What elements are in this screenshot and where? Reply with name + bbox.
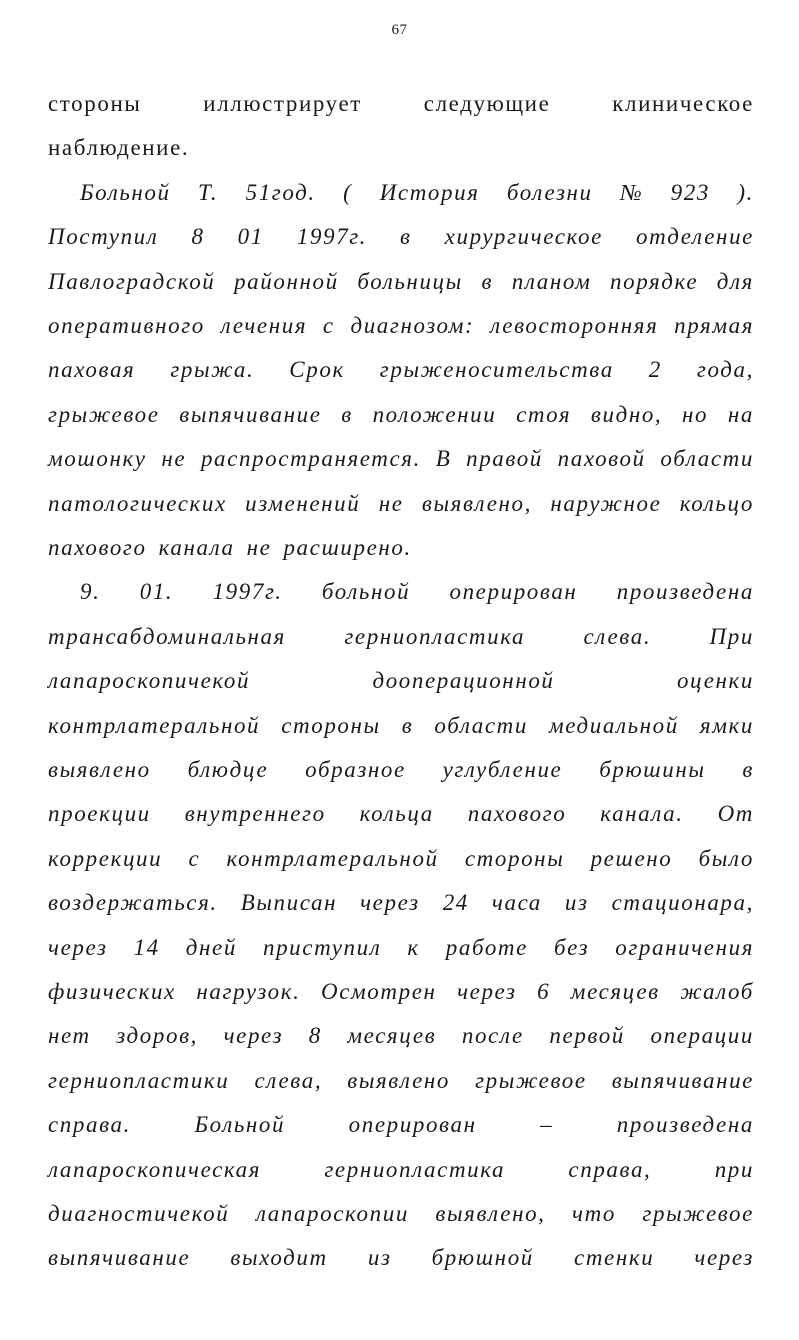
word: 6 (537, 979, 551, 1004)
word: грыжевое (642, 1201, 754, 1226)
text-line (48, 706, 754, 746)
word: 01 (237, 224, 264, 250)
word: пахового (48, 535, 147, 560)
word: 923 (670, 179, 710, 205)
word: стороны (281, 712, 381, 738)
word: грыжа. (170, 357, 255, 383)
word: 01. (139, 579, 174, 605)
word: герниопластика (324, 1156, 506, 1182)
word: выходит (230, 1245, 328, 1271)
word: не (246, 535, 272, 560)
word: Больной (80, 179, 171, 205)
word: Поступил (48, 224, 159, 250)
word: физических (48, 979, 176, 1004)
word: через (360, 890, 420, 916)
word: дооперационной (372, 668, 555, 694)
text-line (48, 1016, 754, 1056)
text-line (48, 839, 754, 879)
word: патологических (48, 490, 227, 516)
word: стоя (516, 401, 572, 427)
word: внутреннего (184, 801, 326, 827)
word: но (682, 401, 709, 427)
word: канала. (600, 801, 684, 827)
word: ( (343, 179, 353, 205)
word: ). (737, 179, 754, 205)
word: кольца (359, 801, 434, 827)
text-line (48, 972, 754, 1012)
word: при (714, 1156, 754, 1182)
word: хирургическое (444, 224, 603, 250)
word: стороны (48, 91, 142, 116)
word: контрлатеральной (226, 845, 439, 871)
word: без (553, 934, 590, 960)
text-line (48, 928, 754, 968)
text-line (48, 1061, 754, 1101)
text-line (48, 794, 754, 834)
word: оперативного (48, 313, 205, 338)
word: болезни (506, 179, 593, 205)
word: выпячивание (179, 401, 322, 427)
word: выявлено (48, 757, 151, 782)
word: пахового (467, 801, 567, 827)
word: работе (445, 934, 528, 960)
word: клиническое (612, 91, 754, 116)
word: жалоб (680, 979, 754, 1004)
word: Срок (289, 357, 345, 383)
word: 8 (191, 224, 205, 250)
word: выявлено (347, 1067, 451, 1093)
word: выпячивание (48, 1245, 191, 1271)
text-line (80, 173, 754, 213)
word: медиальной (549, 712, 679, 738)
word: проекции (48, 801, 151, 827)
word: на (727, 401, 754, 427)
word: В (435, 446, 452, 472)
word: грыжевое (48, 401, 160, 427)
word: нет (48, 1023, 91, 1049)
word: стационара, (611, 890, 754, 916)
word: паховая (48, 357, 136, 383)
word: области (660, 446, 754, 472)
word: блюдце (187, 757, 269, 782)
word: операции (650, 1023, 754, 1049)
word: изменений (245, 490, 361, 516)
word: лапароскопии (255, 1201, 409, 1226)
word: трансабдоминальная (48, 623, 286, 649)
word: порядке (610, 268, 699, 294)
word: для (716, 268, 754, 294)
word: слева. (583, 623, 652, 649)
word: в (341, 401, 353, 427)
word: 51год. (245, 179, 316, 205)
word: Павлоградской (48, 268, 216, 294)
word: паховой (557, 446, 646, 472)
word: произведена (616, 579, 754, 605)
word: положении (372, 401, 497, 427)
word: коррекции (48, 845, 163, 871)
word: решено (590, 845, 673, 871)
word: При (709, 623, 754, 649)
word: через (457, 979, 517, 1004)
word: выявлено, (421, 490, 533, 516)
text-line (48, 484, 754, 524)
word: канала (158, 535, 235, 560)
word: № (620, 179, 644, 205)
word: иллюстрирует (203, 91, 362, 116)
text-line (48, 750, 754, 790)
word: наблюдение. (48, 135, 190, 161)
word: после (461, 1023, 524, 1049)
word: правой (466, 446, 543, 472)
word: Больной (194, 1112, 286, 1138)
text-line (48, 1194, 754, 1234)
word: расширено. (283, 535, 412, 560)
word: оценки (676, 668, 754, 694)
word: лечения (220, 313, 308, 338)
word: 8 (308, 1023, 322, 1049)
word: к (407, 934, 420, 960)
word: из (564, 890, 589, 916)
word: с (188, 845, 201, 871)
word: диагностичекой (48, 1201, 230, 1226)
word: углубление (442, 757, 563, 782)
word: приступил (262, 934, 382, 960)
word: выявлено, (435, 1201, 546, 1226)
word: выпячивание (611, 1067, 754, 1093)
word: ограничения (615, 934, 754, 960)
word: герниопластика (344, 623, 526, 649)
text-line (48, 262, 754, 302)
word: мошонку (48, 446, 147, 472)
word: области (434, 712, 528, 738)
text-line (48, 617, 754, 657)
text-line (48, 528, 754, 568)
word: 24 (442, 890, 469, 916)
word: видно, (590, 401, 663, 427)
word: следующие (423, 91, 551, 116)
text-line (48, 128, 754, 168)
word: грыженосительства (379, 357, 614, 383)
word: месяцев (347, 1023, 437, 1049)
page-number: 67 (391, 22, 408, 38)
word: из (367, 1245, 392, 1271)
word: распространяется. (200, 446, 421, 472)
word: брюшной (431, 1245, 534, 1271)
text-line (48, 439, 754, 479)
word: наружное (550, 490, 662, 516)
word: ямки (699, 712, 754, 738)
word: оперирован (348, 1112, 477, 1138)
word: стороны (464, 845, 565, 871)
word: через (694, 1245, 754, 1271)
text-line (48, 1150, 754, 1190)
word: больницы (357, 268, 463, 294)
word: герниопластики (48, 1067, 230, 1093)
word: стенки (574, 1245, 655, 1271)
word: кольцо (679, 490, 754, 516)
word: контрлатеральной (48, 712, 261, 738)
word: месяцев (570, 979, 660, 1004)
word: лапароскопичекой (48, 668, 251, 694)
text-line (48, 395, 754, 435)
word: лапароскопическая (48, 1156, 262, 1182)
word: через (223, 1023, 284, 1049)
word: здоров, (116, 1023, 199, 1049)
text-line (48, 350, 754, 390)
word: справа. (48, 1112, 131, 1138)
word: 9. (80, 579, 101, 605)
word: через (48, 934, 108, 960)
word: образное (305, 757, 406, 782)
word: первой (549, 1023, 625, 1049)
word: планом (511, 268, 592, 294)
text-line (48, 883, 754, 923)
text-line (48, 1238, 754, 1278)
word: районной (234, 268, 339, 294)
text-line (48, 84, 754, 124)
word: прямая (674, 313, 754, 338)
text-line (48, 661, 754, 701)
word: 14 (133, 934, 160, 960)
word: часа (491, 890, 542, 916)
text-line (80, 572, 754, 612)
word: оперирован (449, 579, 578, 605)
word: брюшины (599, 757, 706, 782)
word: не (161, 446, 187, 472)
text-line (48, 217, 754, 257)
word: нагрузок. (196, 979, 301, 1004)
word: 1997г. (296, 224, 367, 250)
word: справа, (568, 1156, 652, 1182)
word: произведена (616, 1112, 754, 1138)
text-line (48, 306, 754, 346)
word: года, (696, 357, 754, 383)
word: в (742, 757, 754, 782)
word: что (572, 1201, 616, 1226)
word: Т. (197, 179, 219, 205)
word: в (400, 224, 412, 250)
word: больной (321, 579, 411, 605)
word: в (401, 712, 414, 738)
word: История (379, 179, 480, 205)
word: От (717, 801, 754, 827)
word: Выписан (240, 890, 338, 916)
word: слева, (254, 1067, 323, 1093)
word: диагнозом: (350, 313, 475, 338)
word: дней (185, 934, 237, 960)
text-line (48, 1105, 754, 1145)
word: с (322, 313, 335, 338)
word: было (698, 845, 754, 871)
word: отделение (635, 224, 754, 250)
word: воздержаться. (48, 890, 218, 916)
word: не (378, 490, 404, 516)
word: грыжевое (475, 1067, 587, 1093)
word: левосторонняя (490, 313, 659, 338)
word: Осмотрен (321, 979, 437, 1004)
word: – (540, 1112, 554, 1138)
word: 1997г. (212, 579, 283, 605)
word: 2 (648, 357, 662, 383)
word: в (481, 268, 494, 294)
